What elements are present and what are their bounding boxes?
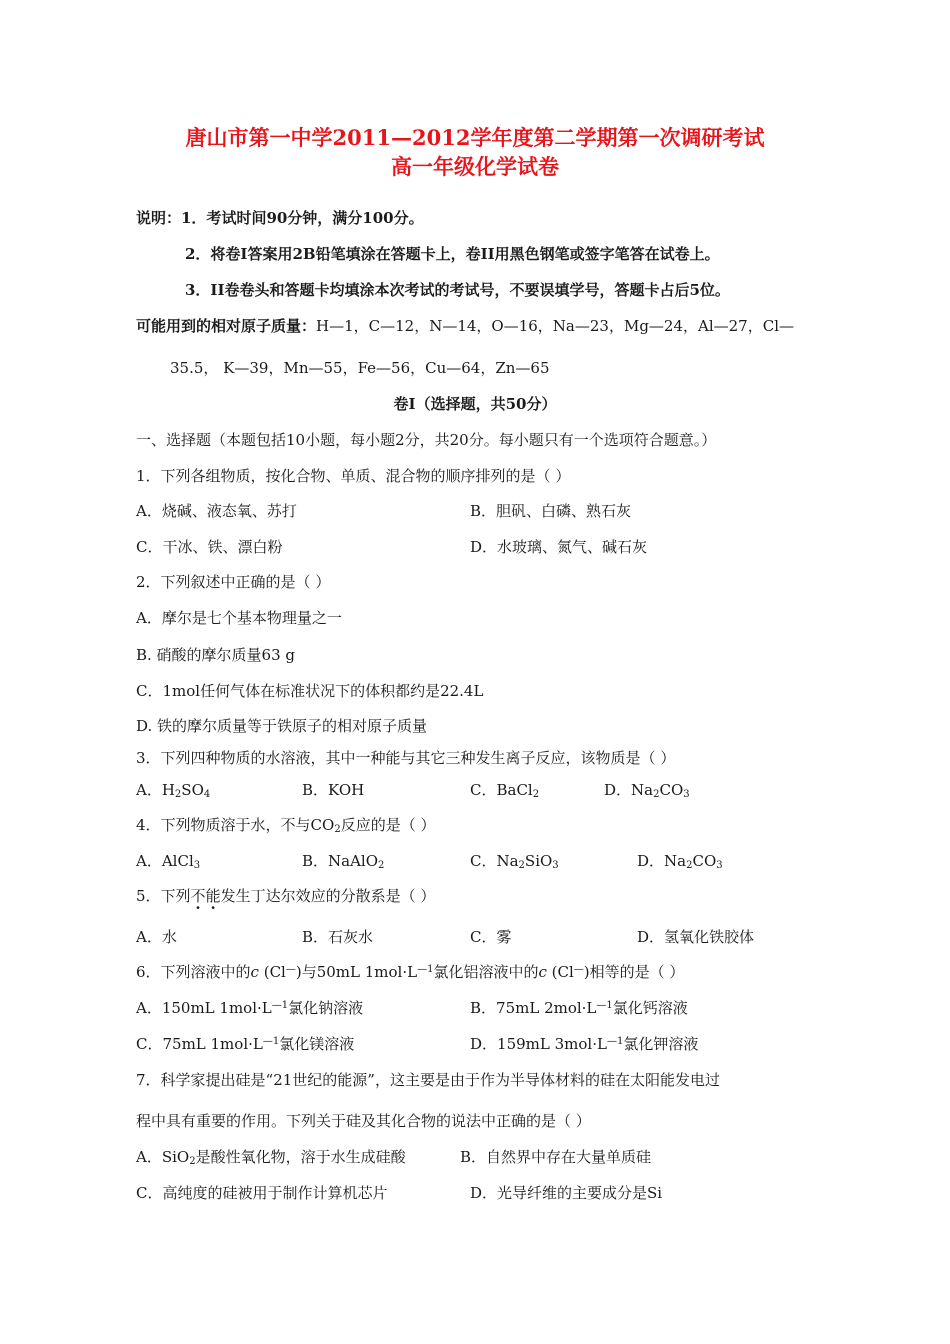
q4-option-d: D．$Na_2CO_3$ bbox=[637, 852, 723, 871]
section-intro: 一、选择题（本题包括10小题，每小题2分，共20分。每小题只有一个选项符合题意。） bbox=[136, 431, 717, 449]
q4-stem: 4．下列物质溶于水，不与$CO_2$反应的是（ ） bbox=[136, 816, 436, 835]
q3-option-a: A．$H_2SO_4$ bbox=[136, 781, 211, 800]
q4-option-a: A．AlCl$_3$ bbox=[136, 852, 201, 871]
note-3: 3．II卷卷头和答题卡均填涂本次考试的考试号，不要误填学号，答题卡占后5位。 bbox=[185, 281, 730, 299]
q7-option-a: A．SiO$_2$是酸性氧化物，溶于水生成硅酸 bbox=[136, 1148, 406, 1167]
q3-stem: 3．下列四种物质的水溶液，其中一种能与其它三种发生离子反应，该物质是（ ） bbox=[136, 749, 676, 767]
q2-option-d: D. 铁的摩尔质量等于铁原子的相对原子质量 bbox=[136, 717, 428, 735]
q7-option-c: C．高纯度的硅被用于制作计算机芯片 bbox=[136, 1184, 388, 1202]
q5-option-b: B．石灰水 bbox=[302, 928, 374, 946]
q2-option-c: C．1mol任何气体在标准状况下的体积都约是22.4L bbox=[136, 682, 484, 700]
q7-stem-line2: 程中具有重要的作用。下列关于硅及其化合物的说法中正确的是（ ） bbox=[136, 1112, 591, 1130]
q2-stem: 2．下列叙述中正确的是（ ） bbox=[136, 573, 331, 591]
q7-option-b: B．自然界中存在大量单质硅 bbox=[460, 1148, 652, 1166]
section-title: 卷I（选择题，共50分） bbox=[393, 395, 557, 413]
q3-option-d: D．$Na_2CO_3$ bbox=[604, 781, 690, 800]
emphasis-dot-neng: 能 bbox=[205, 887, 221, 905]
q3-option-c: C．BaCl$_2$ bbox=[470, 781, 540, 800]
q6-option-b: B．75mL $2mol\cdot L^{—1}$氯化钙溶液 bbox=[470, 999, 688, 1017]
q1-option-b: B．胆矾、白磷、熟石灰 bbox=[470, 502, 632, 520]
q3-option-b: B．KOH bbox=[302, 781, 365, 799]
q2-option-b: B. 硝酸的摩尔质量63 g bbox=[136, 646, 296, 664]
q1-stem: 1．下列各组物质，按化合物、单质、混合物的顺序排列的是（ ） bbox=[136, 467, 571, 485]
q1-option-c: C．干冰、铁、漂白粉 bbox=[136, 538, 283, 556]
q1-option-a: A．烧碱、液态氧、苏打 bbox=[136, 502, 297, 520]
q5-stem: 5．下列不能发生丁达尔效应的分散系是（ ） bbox=[136, 887, 436, 905]
q6-stem: 6．下列溶液中的c (Cl—)与50mL $1mol\cdot L^{—1}$氯化铝溶液中的c (Cl—)相等的是（ ） bbox=[136, 963, 685, 981]
q7-option-d: D．光导纤维的主要成分是Si bbox=[470, 1184, 663, 1202]
q6-option-c: C．75mL $1mol\cdot L^{—1}$氯化镁溶液 bbox=[136, 1035, 355, 1053]
q5-option-a: A．水 bbox=[136, 928, 177, 946]
emphasis-dot-bu: 不 bbox=[190, 887, 206, 905]
exam-title-line2: 高一年级化学试卷 bbox=[391, 154, 559, 179]
atomic-mass-line2: 35.5， K—39，Mn—55，Fe—56，Cu—64，Zn—65 bbox=[170, 359, 550, 377]
q4-option-c: C．$Na_2SiO_3$ bbox=[470, 852, 559, 871]
note-1: 说明：1．考试时间90分钟，满分100分。 bbox=[136, 209, 424, 227]
q5-option-c: C．雾 bbox=[470, 928, 512, 946]
atomic-mass-line1 bbox=[136, 316, 794, 336]
q4-option-b: B．NaAlO$_2$ bbox=[302, 852, 385, 871]
q7-stem-line1: 7．科学家提出硅是“21世纪的能源”，这主要是由于作为半导体材料的硅在太阳能发电过 bbox=[136, 1071, 720, 1089]
q2-option-a: A．摩尔是七个基本物理量之一 bbox=[136, 609, 342, 627]
q5-option-d: D．氢氧化铁胶体 bbox=[637, 928, 755, 946]
note-2: 2．将卷I答案用2B铅笔填涂在答题卡上，卷II用黑色钢笔或签字笔答在试卷上。 bbox=[185, 245, 720, 263]
q1-option-d: D．水玻璃、氮气、碱石灰 bbox=[470, 538, 648, 556]
atomic-mass-label: 可能用到的相对原子质量： bbox=[136, 317, 317, 335]
q6-option-d: D．159mL $3mol\cdot L^{—1}$氯化钾溶液 bbox=[470, 1035, 699, 1053]
atomic-mass-values-1: H—1，C—12，N—14，O—16，Na—23，Mg—24，Al—27，Cl— bbox=[316, 317, 794, 335]
q6-option-a: A．150mL $1mol\cdot L^{—1}$氯化钠溶液 bbox=[136, 999, 364, 1017]
exam-title-line1: 唐山市第一中学2011—2012学年度第二学期第一次调研考试 bbox=[185, 125, 765, 150]
